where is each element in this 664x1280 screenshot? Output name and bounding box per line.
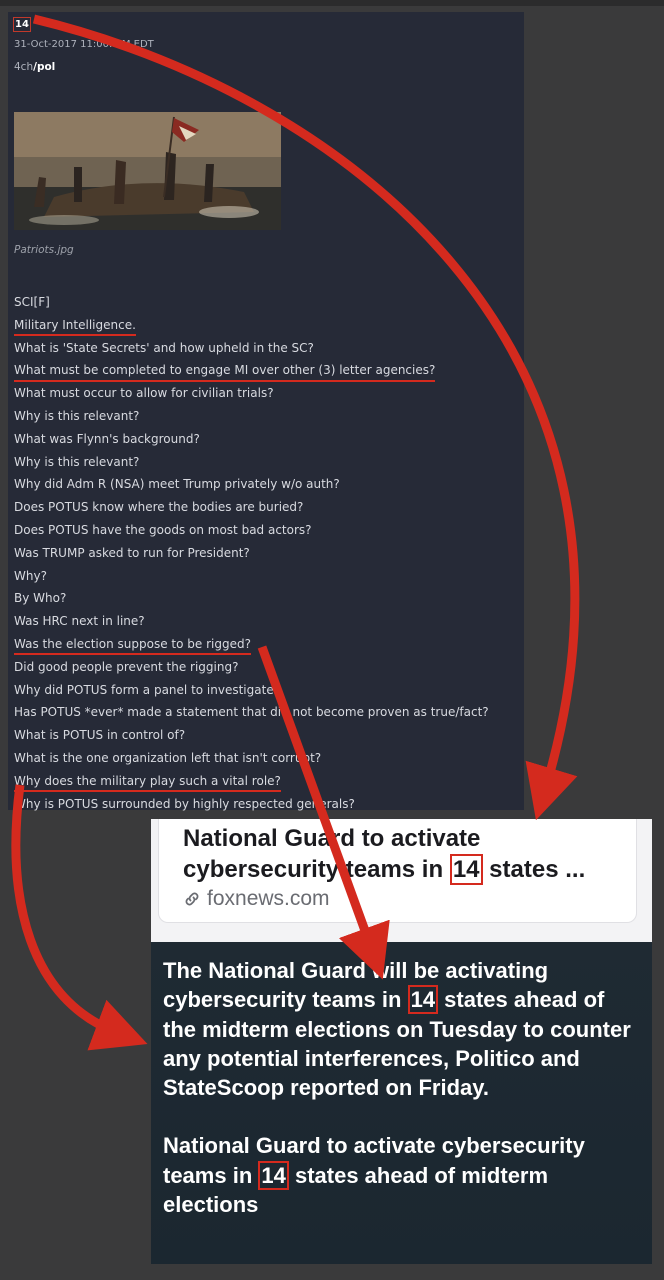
post-line (14, 633, 489, 656)
line-text: Why is this relevant? (14, 454, 140, 469)
post-line (14, 724, 489, 747)
post-line (14, 587, 489, 610)
line-text: Did good people prevent the rigging? (14, 659, 239, 674)
line-text: Why did POTUS form a panel to investigate (14, 682, 274, 697)
post-line (14, 610, 489, 633)
line-text: SCI[F] (14, 295, 50, 309)
line-text: Why? (14, 568, 47, 583)
line-text: Has POTUS *ever* made a statement that did not become proven as true/fact? (14, 705, 489, 720)
link-preview-domain[interactable] (183, 887, 330, 911)
line-text: What must occur to allow for civilian trials? (14, 386, 274, 401)
line-text: What is POTUS in control of? (14, 728, 186, 743)
highlight-14: 14 (408, 985, 438, 1014)
post-line (14, 314, 489, 337)
post-line (14, 451, 489, 474)
post-line (14, 519, 489, 542)
underlined-text: Why does the military play such a vital role? (14, 770, 281, 792)
post-image-painting[interactable] (14, 112, 281, 230)
post-number-box: 14 (13, 17, 31, 32)
underlined-text: What must be completed to engage MI over other (3) letter agencies? (14, 359, 435, 381)
highlight-14: 14 (258, 1161, 288, 1190)
post-line (14, 542, 489, 565)
post-line (14, 770, 489, 793)
link-icon (183, 890, 201, 908)
line-text: Why did Adm R (NSA) meet Trump privately w/o auth? (14, 477, 340, 492)
line-text: Why is this relevant? (14, 408, 140, 423)
line-text: Was HRC next in line? (14, 614, 145, 629)
underlined-text: Military Intelligence. (14, 314, 136, 336)
post-body (14, 291, 489, 815)
post-line (14, 701, 489, 724)
line-text: What is the one organization left that isn't corrupt? (14, 750, 322, 765)
line-text: Was TRUMP asked to run for President? (14, 545, 250, 560)
news-message (151, 942, 652, 1264)
post-line (14, 496, 489, 519)
line-text: What is 'State Secrets' and how upheld in the SC? (14, 340, 314, 355)
link-preview-card[interactable] (151, 819, 652, 942)
message-paragraph-2: National Guard to activate cybersecurity teams in 14 states ahead of midterm elections (163, 1133, 585, 1218)
post-line (14, 337, 489, 360)
post-line (14, 428, 489, 451)
message-paragraph-1: The National Guard will be activating cybersecurity teams in 14 states ahead of the midterm elections on Tuesday to counter any potential interferences, Politico and StateScoop reported on Friday. (163, 958, 631, 1101)
arrow-military-to-message (16, 785, 118, 1033)
link-preview-body[interactable] (158, 819, 637, 923)
q-post-panel (8, 12, 524, 810)
post-line (14, 679, 489, 702)
post-line (14, 359, 489, 382)
post-line (14, 473, 489, 496)
line-text: By Who? (14, 591, 67, 606)
post-line (14, 405, 489, 428)
line-text: What was Flynn's background? (14, 431, 200, 446)
post-line (14, 747, 489, 770)
message-text (163, 956, 643, 1219)
post-date: 31-Oct-2017 11:00:...M EDT (14, 39, 154, 50)
line-text: Why is POTUS surrounded by highly respected generals? (14, 796, 355, 811)
underlined-text: Was the election suppose to be rigged? (14, 633, 251, 655)
highlight-14: 14 (450, 854, 483, 885)
image-filename: Patriots.jpg (14, 244, 74, 256)
post-line (14, 291, 489, 314)
line-text: Does POTUS know where the bodies are buried? (14, 500, 304, 515)
post-line (14, 565, 489, 588)
post-line (14, 382, 489, 405)
domain-text: foxnews.com (207, 887, 330, 910)
line-text: Does POTUS have the goods on most bad actors? (14, 522, 312, 537)
post-line (14, 656, 489, 679)
link-preview-title[interactable]: National Guard to activate cybersecurity teams in 14 states ... (183, 825, 586, 883)
post-board: 4ch/pol (14, 61, 56, 73)
post-line (14, 793, 489, 816)
top-divider (0, 0, 664, 6)
